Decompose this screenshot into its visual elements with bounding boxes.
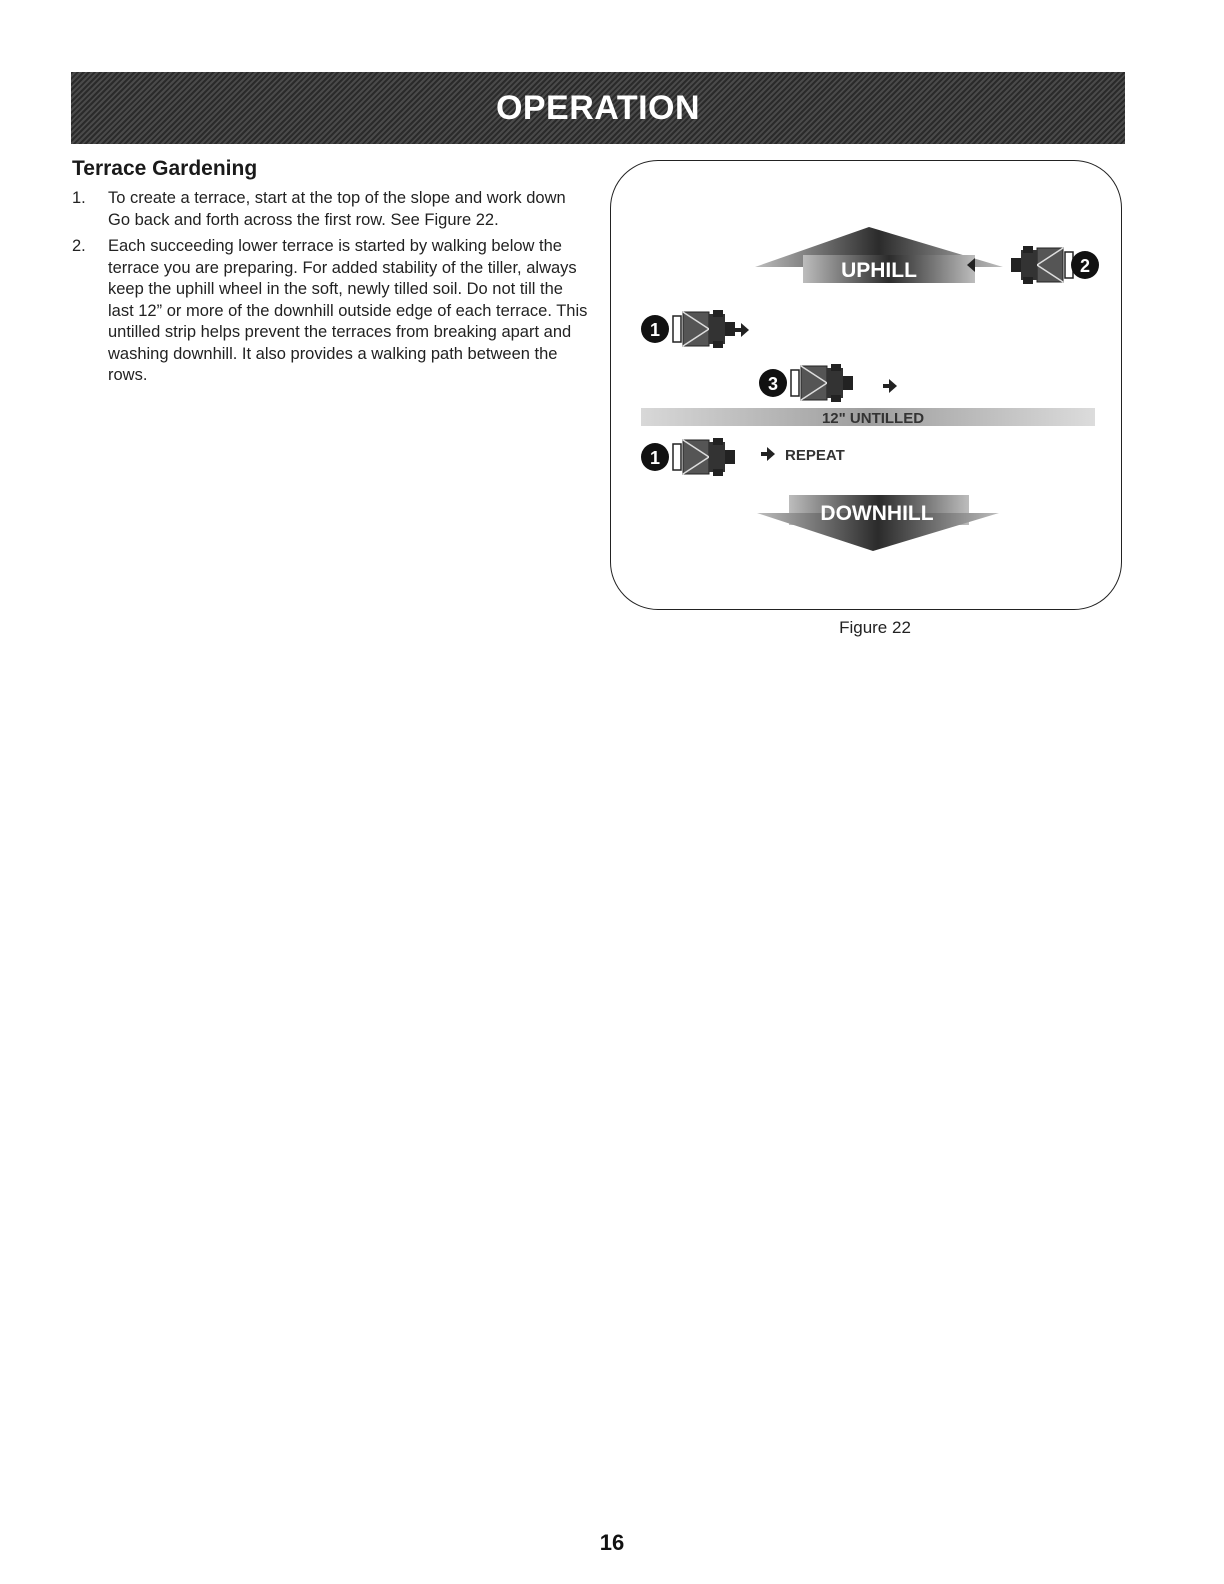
pass-number: 1 xyxy=(649,448,661,468)
step-number: 2. xyxy=(72,237,86,255)
repeat-label: REPEAT xyxy=(785,447,845,464)
page-number: 16 xyxy=(599,1530,625,1555)
pass-number: 1 xyxy=(649,320,661,340)
downhill-label: DOWNHILL xyxy=(820,502,934,525)
arrow-right-icon xyxy=(889,379,897,393)
terrace-diagram xyxy=(610,160,1122,610)
instruction-list xyxy=(72,188,592,392)
arrow-right-icon xyxy=(741,323,749,337)
figure-caption: Figure 22 xyxy=(839,618,911,637)
arrow-right-icon xyxy=(767,447,775,461)
tiller-pass-3 xyxy=(759,364,897,402)
banner-title: OPERATION xyxy=(495,88,701,127)
pass-number: 2 xyxy=(1079,256,1091,276)
untilled-strip xyxy=(641,408,1095,427)
list-item xyxy=(72,188,592,231)
uphill-arrow xyxy=(755,227,1003,283)
downhill-arrow xyxy=(757,495,999,551)
untilled-label: 12" UNTILLED xyxy=(821,410,925,427)
section-banner xyxy=(71,72,1125,144)
section-heading: Terrace Gardening xyxy=(72,157,258,180)
step-text: To create a terrace, start at the top of the slope and work down Go back and forth across the first row. See Figure 22. xyxy=(108,189,566,229)
tiller-pass-1 xyxy=(641,310,749,348)
pass-number: 3 xyxy=(767,374,779,394)
list-item xyxy=(72,236,592,387)
uphill-label: UPHILL xyxy=(841,259,917,282)
step-text: Each succeeding lower terrace is started by walking below the terrace you are preparing. For added stability of the tiller, always keep the uphill wheel in the soft, newly tilled soil. Do not till the last 12” or more of the downhill outside edge of each terrace. This untilled strip helps prevent the terraces from breaking apart and washing downhill. It also provides a walking path between the rows. xyxy=(108,237,588,384)
tiller-pass-repeat xyxy=(641,438,845,476)
step-number: 1. xyxy=(72,189,86,207)
